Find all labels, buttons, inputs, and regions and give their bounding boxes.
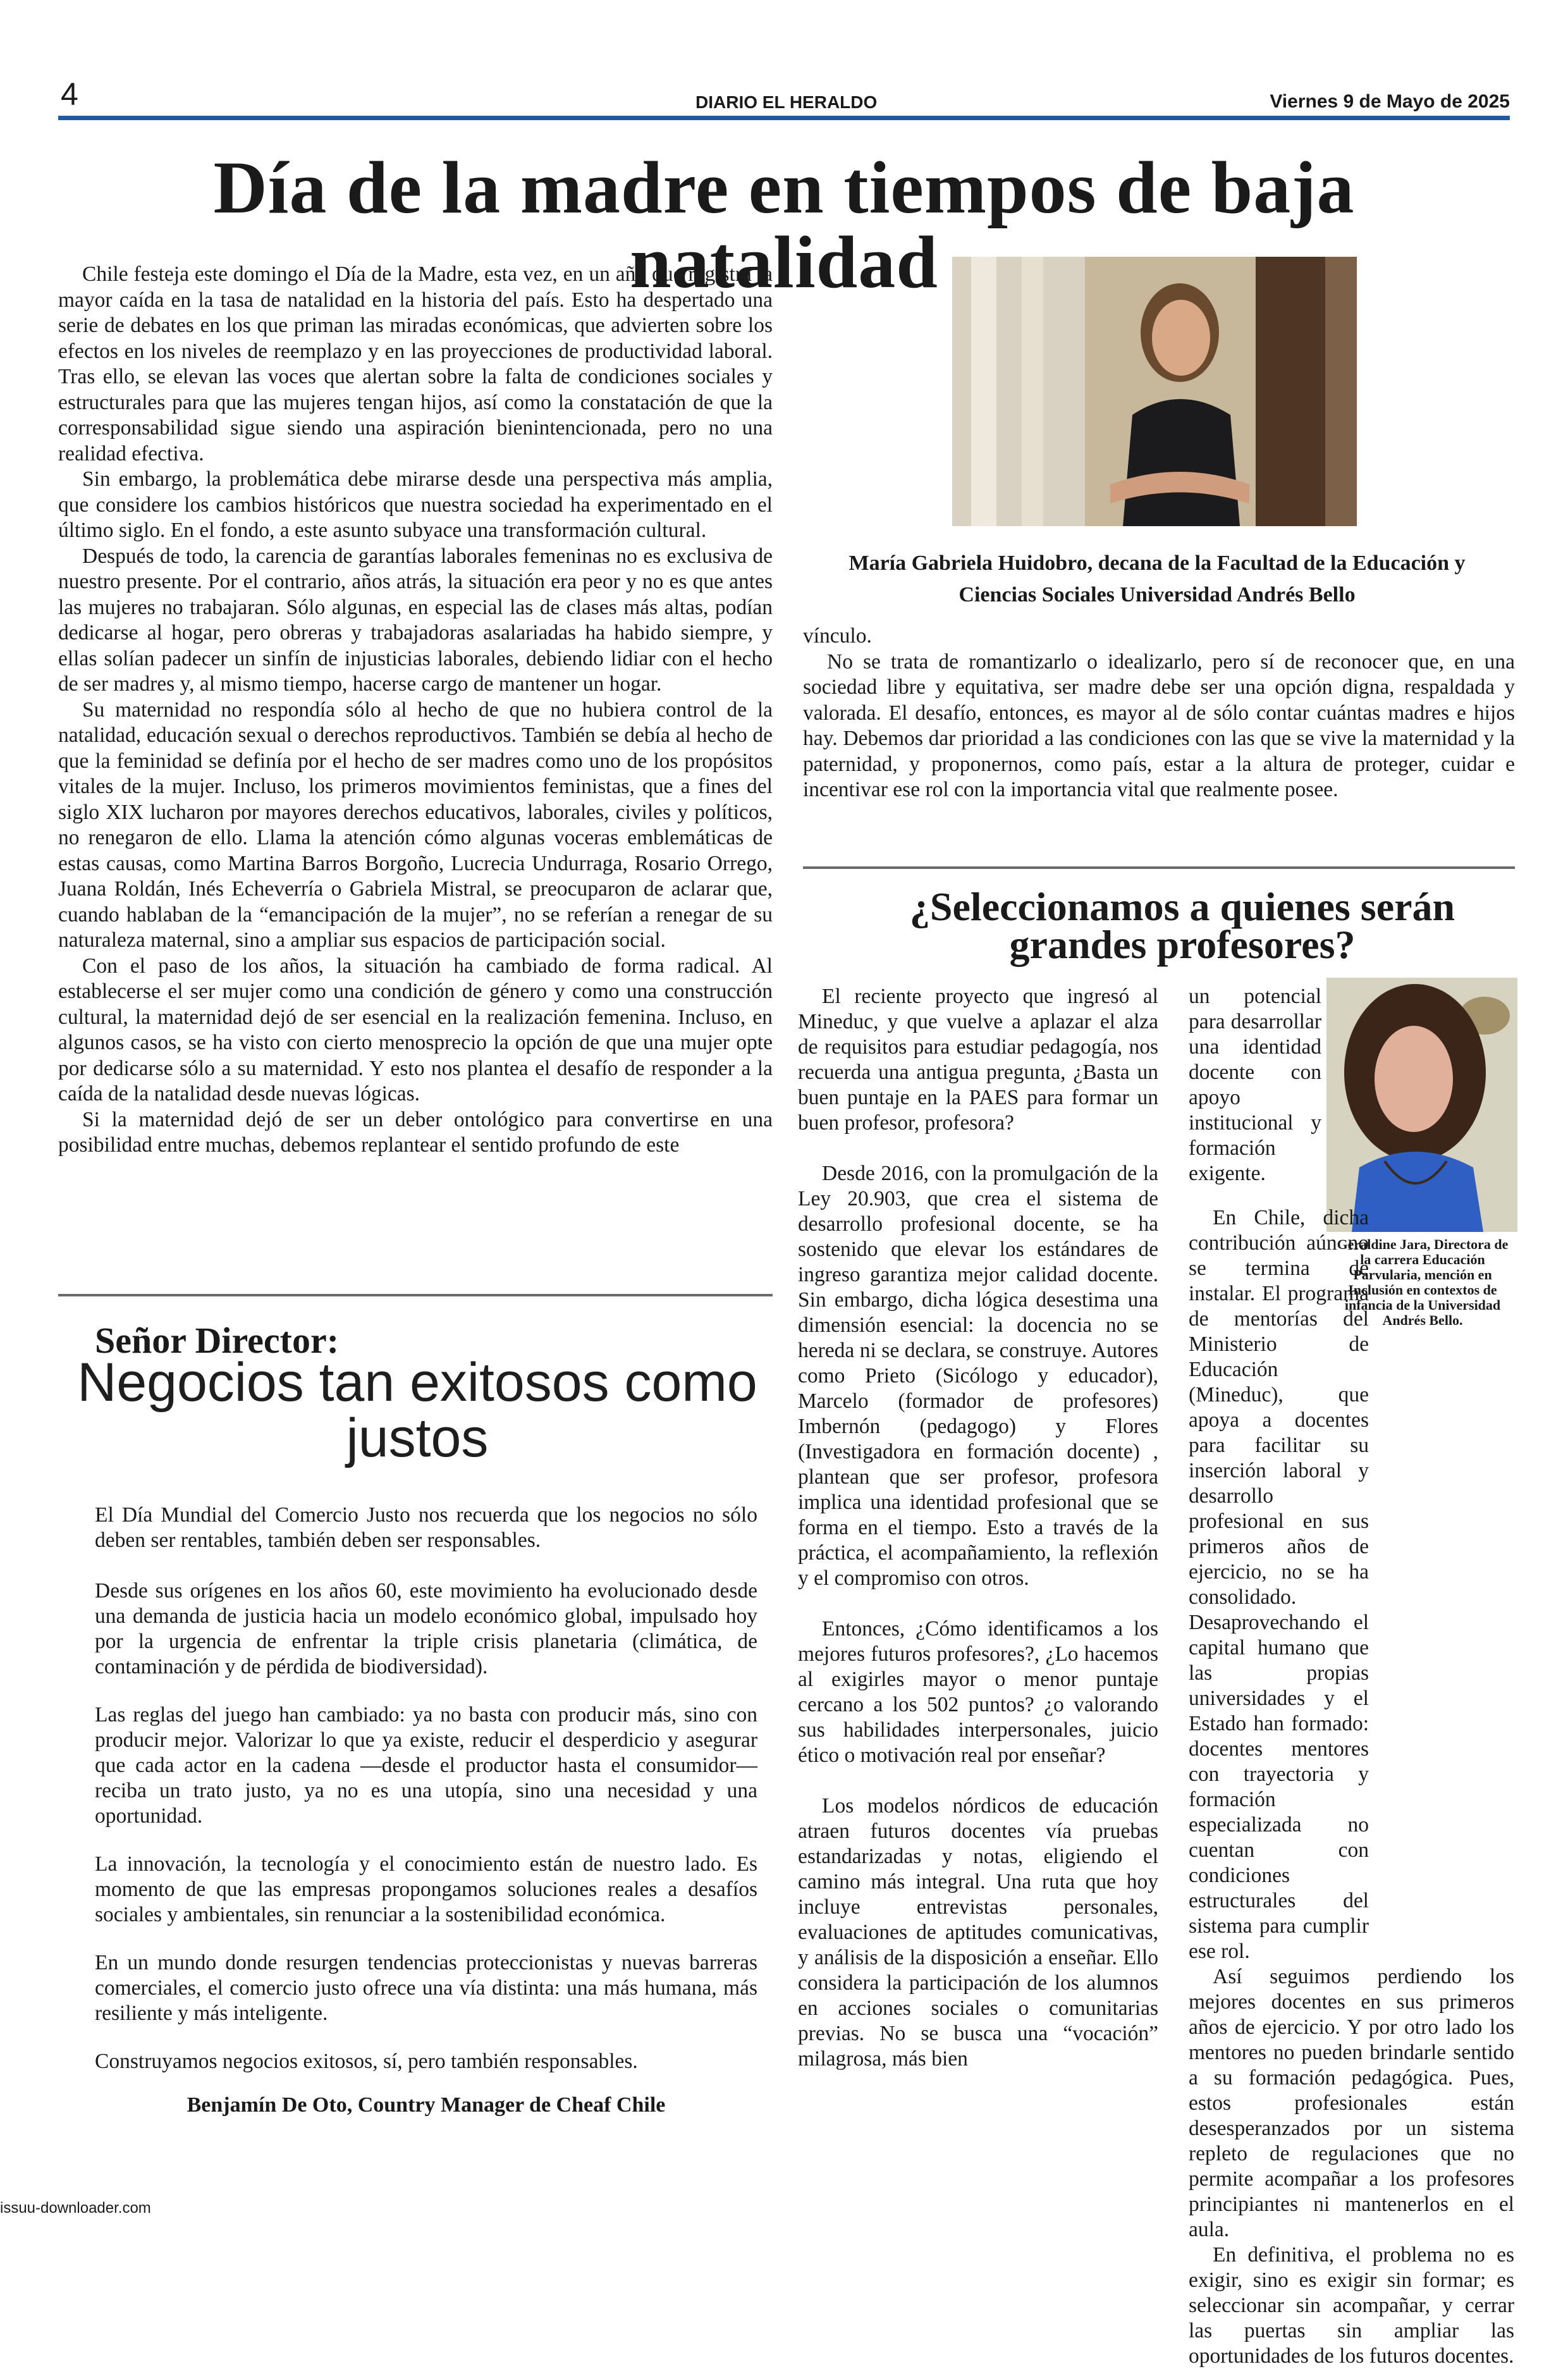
letter-paragraph [95, 1950, 757, 2026]
article-paragraph: Los modelos nórdicos de educación atraen futuros docentes vía pruebas estandarizadas y notas, eligiendo el camino más integral. Una ruta que hoy incluye entrevistas personales, evaluaciones de aptitudes comunicativas, y análisis de la disposición a enseñar. Ello considera la participación de los alumnos en acciones sociales o comunitarias previas. No se busca una “vocación” milagrosa, más bien [798, 1794, 1158, 2071]
article-paragraph: Así seguimos perdiendo los mejores docentes en sus primeros años de ejercicio. Y por otro lado los mentores no pueden brindarle sentido a su formación pedagógica. Pues, estos profesionales están desesperanzados por un sistema repleto de regulaciones que no permite acompañar a los profesores principiantes ni mantenerlos en el aula. [1189, 1965, 1514, 2241]
letter-text: Las reglas del juego han cambiado: ya no basta con producir más, sino con producir mejor. Valorizar lo que ya existe, reducir el desperdicio y asegurar que cada actor en la cadena —desde el productor hasta el consumidor— reciba un trato justo, ya no es una utopía, sino una necesidad y una oportunidad. [95, 1703, 757, 1828]
article-paragraph: Sin embargo, la problemática debe mirarse desde una perspectiva más amplia, que considere los cambios históricos que nuestra sociedad ha experimentado en el último siglo. En el fondo, a este asunto subyace una transformación cultural. [58, 467, 773, 542]
section-divider [58, 1294, 773, 1296]
portrait-image [952, 257, 1357, 526]
author-photo [952, 257, 1357, 526]
source-watermark: issuu-downloader.com [0, 2200, 151, 2217]
letter-text: En un mundo donde resurgen tendencias proteccionistas y nuevas barreras comerciales, el comercio justo ofrece una vía distinta: una más humana, más resiliente y más inteligente. [95, 1951, 757, 2025]
section-divider [803, 866, 1515, 869]
issue-date: Viernes 9 de Mayo de 2025 [1270, 91, 1510, 112]
article-paragraph: vínculo. [803, 624, 872, 648]
article-headline: Día de la madre en tiempos de baja natalidad [213, 146, 1355, 304]
article-paragraph: un potencial para desarrollar una identidad docente con apoyo institucional y formación exigente. [1189, 985, 1321, 1185]
article-body-continuation [803, 624, 1515, 803]
letter-text: La innovación, la tecnología y el conocimiento están de nuestro lado. Es momento de que las empresas propongamos soluciones reales a desafíos sociales y ambientales, sin renunciar a la sostenibilidad económica. [95, 1852, 757, 1926]
article-paragraph: Después de todo, la carencia de garantías laborales femeninas no es exclusiva de nuestro presente. Por el contrario, años atrás, la situación era peor y no es que antes las mujeres no trabajaran. Sólo algunas, en especial las de clases más altas, podían dedicarse al hogar, pero obreras y trabajadoras asalariadas ha habido siempre, y ellas solían padecer un sinfín de injusticias laborales, debiendo lidiar con el hecho de ser madres y, al mismo tiempo, hacerse cargo de mantener un hogar. [58, 544, 773, 696]
letter-headline: Negocios tan exitosos como justos [77, 1352, 757, 1468]
article-headline: ¿Seleccionamos a quienes serán grandes profesores? [909, 884, 1455, 967]
photo-caption: Geraldine Jara, Directora de la carrera Educación Parvularia, mención en Inclusión en contextos de infancia de la Universidad Andrés Bello. [1337, 1236, 1509, 1328]
article-paragraph: Desde 2016, con la promulgación de la Ley 20.903, que crea el sistema de desarrollo profesional docente, se ha sostenido que elevar los estándares de ingreso garantiza mejor calidad docente. Sin embargo, dicha lógica desestima una dimensión esencial: la docencia no se hereda ni se declara, se construye. Autores como Prieto (Sicólogo y educador), Marcelo (formador de profesores) Imbernón (pedagogo) y Flores (Investigadora en formación docente) , plantean que ser profesor, profesora implica una identidad profesional que se forma en el tiempo. Esto a través de la práctica, el acompañamiento, la reflexión y el compromiso con otros. [798, 1162, 1158, 1590]
letter-signature: Benjamín De Oto, Country Manager de Cheaf Chile [187, 2093, 666, 2117]
page-number: 4 [61, 77, 78, 112]
article-paragraph: Con el paso de los años, la situación ha cambiado de forma radical. Al establecerse el ser mujer como una condición de género y como una construcción cultural, la maternidad dejó de ser esencial en la realización femenina. Incluso, en algunos casos, se ha visto con cierto menosprecio la opción de que una mujer opte por dedicarse sólo a su maternidad. Y esto nos plantea el desafío de responder a la caída de la natalidad desde nuevas lógicas. [58, 954, 773, 1105]
letter-kicker: Señor Director: [95, 1320, 340, 1361]
article-body-right-column [1189, 1205, 1514, 2369]
newspaper-name: DIARIO EL HERALDO [695, 92, 878, 112]
portrait-image [1326, 978, 1517, 1232]
photo-caption: María Gabriela Huidobro, decana de la Facultad de la Educación y Ciencias Sociales Universidad Andrés Bello [848, 551, 1466, 606]
article-paragraph: Su maternidad no respondía sólo al hecho de que no hubiera control de la natalidad, educación sexual o derechos reproductivos. También se debía al hecho de que la feminidad se definía por el hecho de ser madres como uno de los propósitos vitales de la mujer. Incluso, los primeros movimientos feministas, que a fines del siglo XIX lucharon por mayores derechos educativos, laborales, civiles y políticos, no renegaron de ello. Llama la atención cómo algunas voceras emblemáticas de estas causas, como Martina Barros Borgoño, Lucrecia Undurraga, Rosario Orrego, Juana Roldán, Inés Echeverría o Gabriela Mistral, se preocuparon de aclarar que, cuando hablaban de la “emancipación de la mujer”, no se referían a renegar de su naturaleza maternal, sino a ampliar sus espacios de participación social. [58, 698, 773, 952]
article-paragraph: El reciente proyecto que ingresó al Mineduc, y que vuelve a aplazar el alza de requisitos para estudiar pedagogía, nos recuerda una antigua pregunta, ¿Basta un buen puntaje en la PAES para formar un buen profesor, profesora? [798, 985, 1158, 1135]
header-rule [58, 116, 1510, 120]
article-paragraph: No se trata de romantizarlo o idealizarlo, pero sí de reconocer que, en una sociedad libre y equitativa, ser madre debe ser una opción digna, respaldada y valorada. El desafío, entonces, es mayor al de sólo contar cuántas madres e hijos hay. Debemos dar prioridad a las condiciones con las que se vive la maternidad y la paternidad, y proponernos, como país, estar a la altura de proteger, cuidar e incentivar ese rol con la importancia vital que realmente posee. [803, 649, 1515, 801]
letter-text: Construyamos negocios exitosos, sí, pero también responsables. [95, 2050, 638, 2073]
article-paragraph: En definitiva, el problema no es exigir, sino es exigir sin formar; es seleccionar sin acompañar, y cerrar las puertas sin ampliar las oportunidades de los futuros docentes. [1189, 2243, 1514, 2368]
article-paragraph: Entonces, ¿Cómo identificamos a los mejores futuros profesores?, ¿Lo hacemos al exigirles mayor o menor puntaje cercano a los 502 puntos? ¿o valorando sus habilidades interpersonales, juicio ético o motivación real por enseñar? [798, 1617, 1158, 1767]
letter-paragraph [95, 1503, 757, 1553]
article-paragraph: Chile festeja este domingo el Día de la Madre, esta vez, en un año que registra la mayor caída en la tasa de natalidad en la historia del país. Esto ha despertado una serie de debates en los que priman las miradas económicas, que advierten sobre los efectos en los niveles de reemplazo y en las proyecciones de productividad laboral. Tras ello, se elevan las voces que alertan sobre la falta de condiciones sociales y estructurales para que las mujeres tengan hijos, así como la constatación de que la corresponsabilidad sigue siendo una aspiración bienintencionada, pero no una realidad efectiva. [58, 262, 773, 465]
article-body-left-column [58, 262, 773, 1159]
letter-text: Desde sus orígenes en los años 60, este movimiento ha evolucionado desde una demanda de justicia hacia un modelo económico global, impulsado hoy por la urgencia de enfrentar la triple crisis planetaria (climática, de contaminación y de pérdida de biodiversidad). [95, 1579, 757, 1678]
article-paragraph: Si la maternidad dejó de ser un deber ontológico para convertirse en una posibilidad entre muchas, debemos replantear el sentido profundo de este [58, 1107, 773, 1157]
article-paragraph: En Chile, dicha contribución aún no se termina de instalar. El programa de mentorías del Ministerio de Educación (Mineduc), que apoya a docentes para facilitar su inserción laboral y desarrollo profesional en sus primeros años de ejercicio, no se ha consolidado. Desaprovechando el capital humano que las propias universidades y el Estado han formado: docentes mentores con trayectoria y formación especializada no cuentan con condiciones estructurales del sistema para cumplir ese rol. [1189, 1206, 1369, 1963]
letter-paragraph [95, 1852, 757, 1928]
letter-paragraph [95, 1578, 757, 1680]
author-photo [1326, 978, 1517, 1232]
letter-paragraph [95, 1702, 757, 1829]
letter-paragraph [95, 2049, 757, 2074]
article-body-left-column [798, 984, 1158, 2072]
article-body-right-top [1189, 984, 1321, 1186]
letter-text: El Día Mundial del Comercio Justo nos recuerda que los negocios no sólo deben ser rentables, también deben ser responsables. [95, 1503, 757, 1552]
